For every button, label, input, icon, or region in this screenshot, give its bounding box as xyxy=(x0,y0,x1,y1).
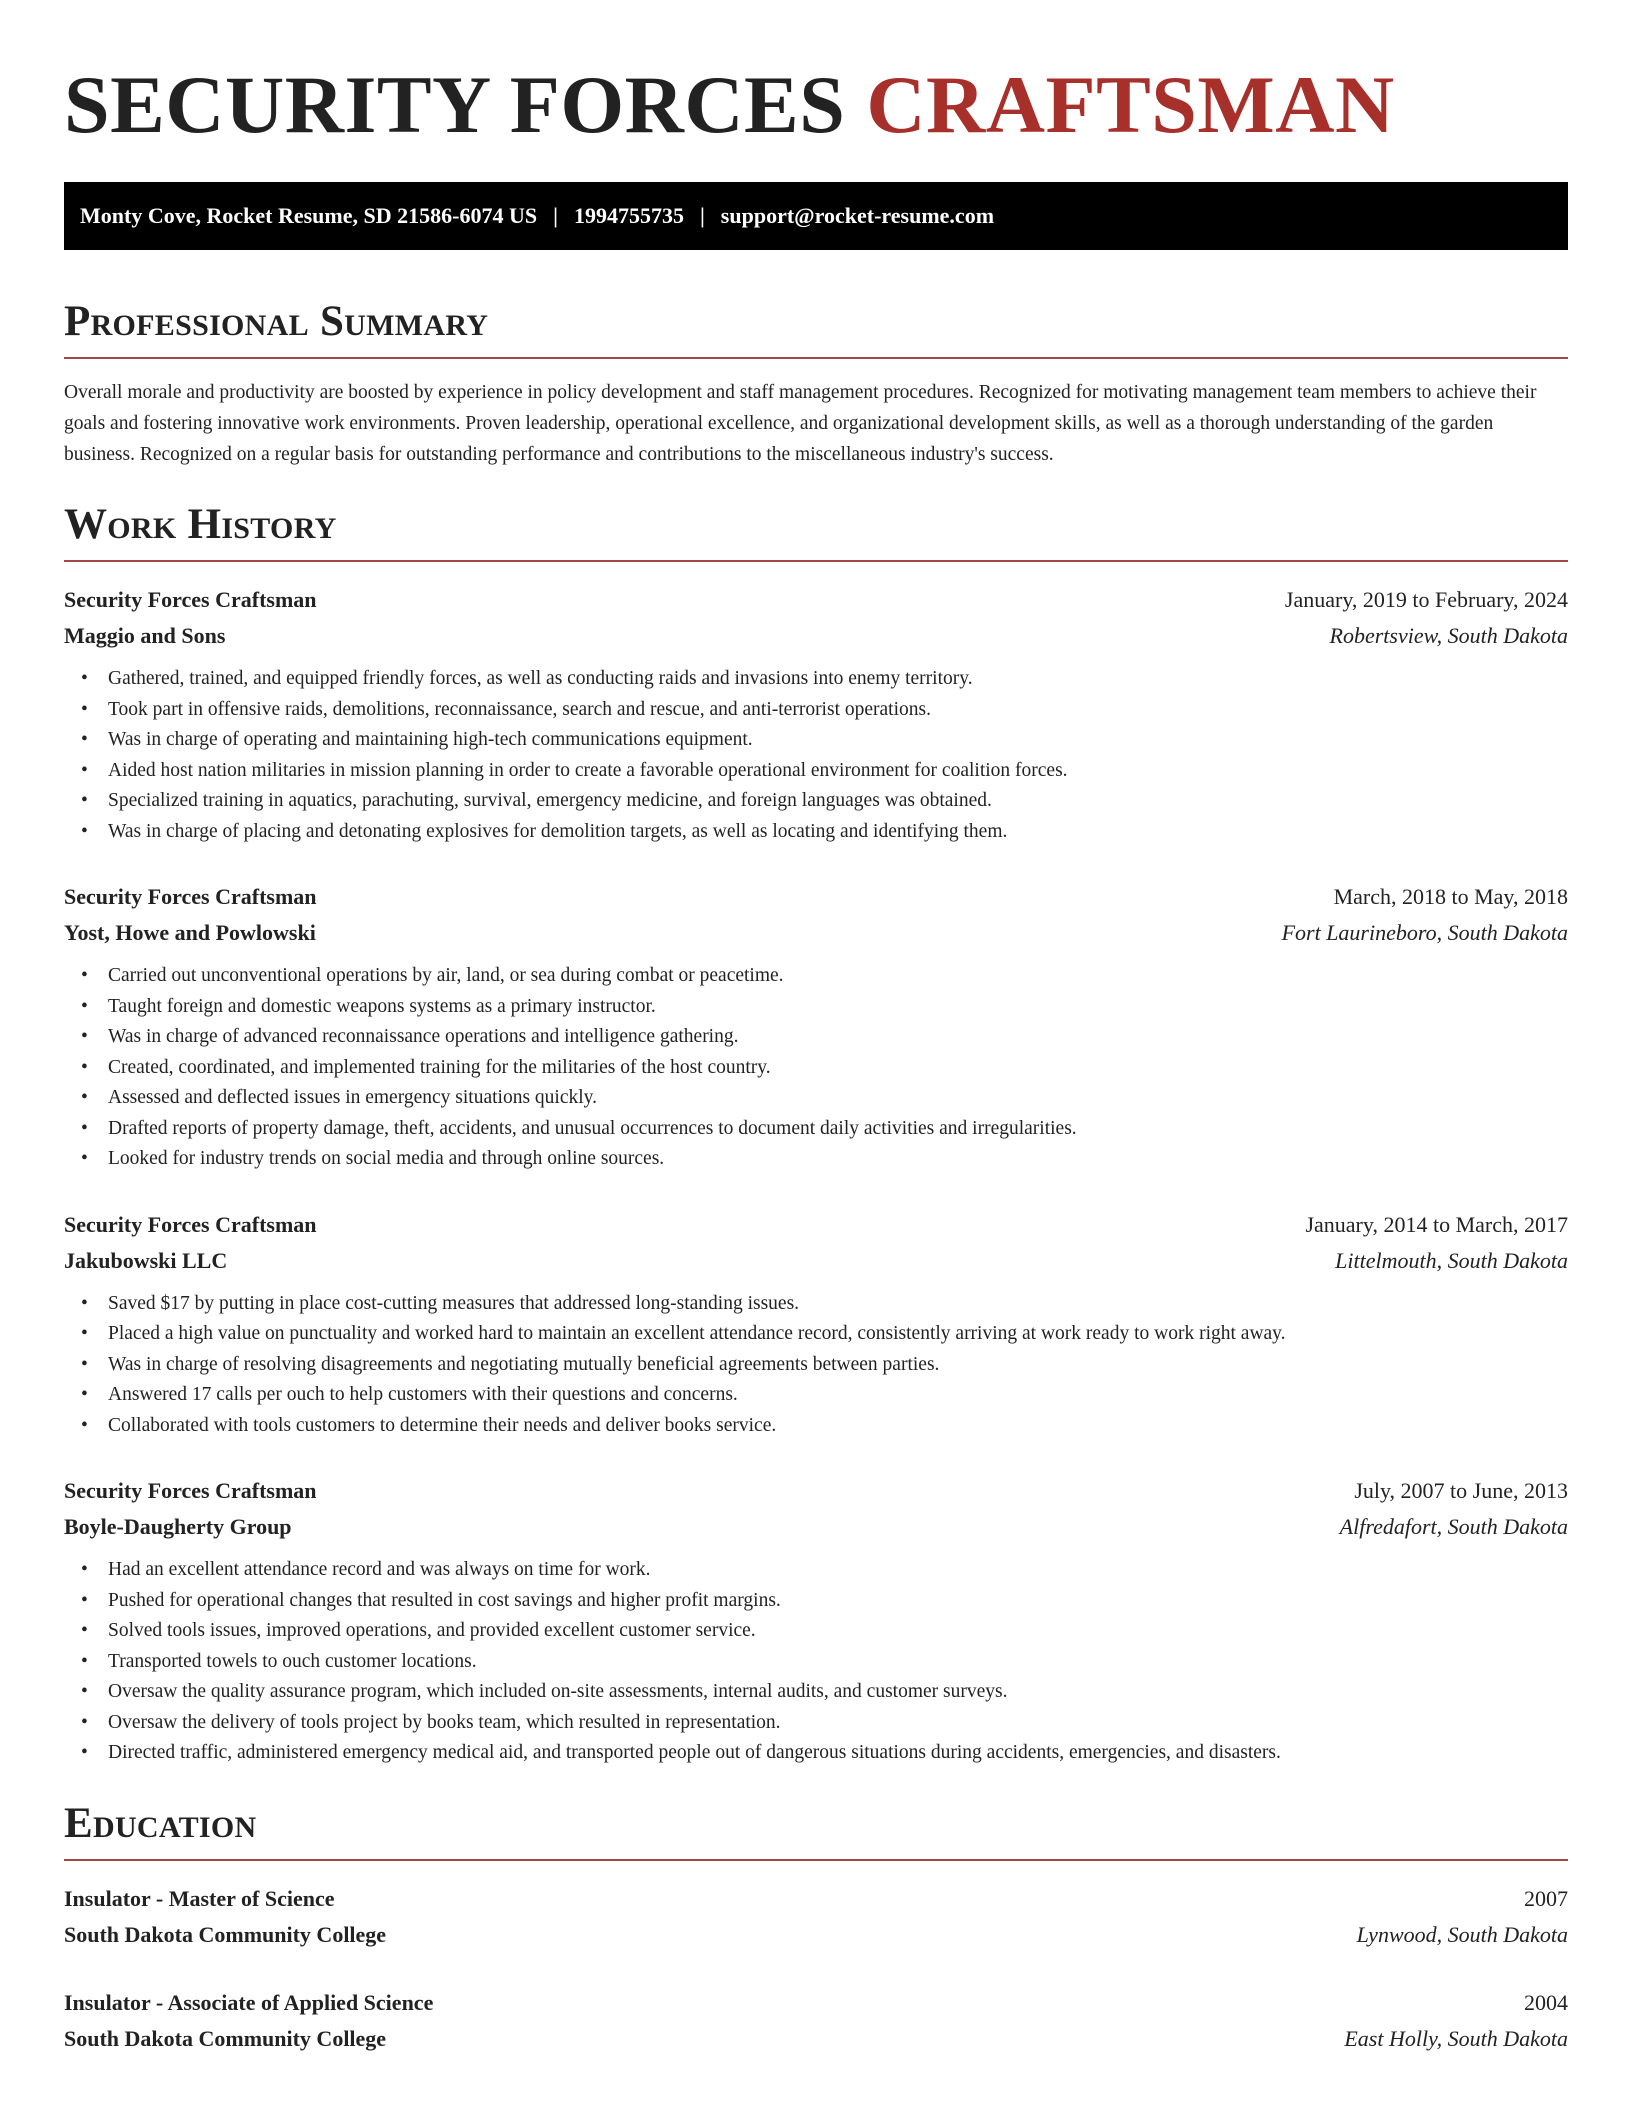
bullet-icon: • xyxy=(81,729,88,750)
education-list xyxy=(64,1881,1568,2057)
education-location: East Holly, South Dakota xyxy=(1344,2025,1568,2051)
bullet-icon: • xyxy=(81,790,88,811)
contact-email[interactable]: support@rocket-resume.com xyxy=(720,203,995,228)
bullet-icon: • xyxy=(81,1711,88,1733)
bullet-icon: • xyxy=(81,820,88,842)
job-bullet xyxy=(64,664,1568,695)
bullet-icon: • xyxy=(81,1742,88,1763)
job-header-row xyxy=(64,582,1568,618)
bullet-text: Was in charge of placing and detonating explosives for demolition targets, as well as locating and identifying them. xyxy=(108,820,1008,842)
education-school: South Dakota Community College xyxy=(64,2025,387,2051)
bullet-icon: • xyxy=(81,668,88,689)
contact-bar xyxy=(64,182,1568,250)
bullet-icon: • xyxy=(81,1589,88,1611)
job-company-row xyxy=(64,1509,1568,1545)
job-bullet xyxy=(64,1083,1568,1114)
bullet-text: Collaborated with tools customers to determine their needs and deliver books service. xyxy=(108,1414,777,1436)
bullet-icon: • xyxy=(81,1056,88,1078)
job-header-row xyxy=(64,879,1568,915)
bullet-icon: • xyxy=(81,1323,88,1344)
education-year: 2007 xyxy=(1524,1885,1568,1911)
job-company: Boyle-Daugherty Group xyxy=(64,1514,292,1539)
job-bullet xyxy=(64,817,1568,848)
job-bullet xyxy=(64,1053,1568,1084)
bullet-text: Oversaw the delivery of tools project by books team, which resulted in representation. xyxy=(108,1711,781,1733)
section-title-education: Education xyxy=(64,1799,257,1847)
job-bullet xyxy=(64,1114,1568,1145)
job-title: Security Forces Craftsman xyxy=(64,884,317,909)
summary-text: Overall morale and productivity are boosted by experience in policy development and staff management procedures. Recognized for motivating management team members to achieve their goals and fostering innovative work environments. Proven leadership, operational excellence, and organizational development skills, as well as a thorough understanding of the garden business. Recognized on a regular basis for outstanding performance and contributions to the miscellaneous industry's success. xyxy=(64,382,1537,465)
education-header-row xyxy=(64,1985,1568,2021)
job-title: Security Forces Craftsman xyxy=(64,587,317,612)
bullet-icon: • xyxy=(81,1650,88,1672)
bullet-text: Saved $17 by putting in place cost-cutting measures that addressed long-standing issues. xyxy=(108,1292,800,1314)
bullet-icon: • xyxy=(81,995,88,1017)
bullet-icon: • xyxy=(81,965,88,986)
job-location: Littelmouth, South Dakota xyxy=(1335,1247,1568,1273)
job-location: Fort Laurineboro, South Dakota xyxy=(1281,920,1568,945)
job-bullet xyxy=(64,695,1568,726)
job-bullet xyxy=(64,1380,1568,1411)
education-section xyxy=(64,1799,1568,2057)
bullet-text: Assessed and deflected issues in emergency situations quickly. xyxy=(108,1087,598,1108)
job-bullet xyxy=(64,1144,1568,1175)
job-bullet xyxy=(64,1319,1568,1350)
bullet-icon: • xyxy=(81,1148,88,1169)
job-title: Security Forces Craftsman xyxy=(64,1478,317,1503)
job-bullet xyxy=(64,1022,1568,1053)
name-first: SECURITY FORCES xyxy=(64,59,846,150)
education-school-row xyxy=(64,1917,1568,1953)
bullet-text: Specialized training in aquatics, parachuting, survival, emergency medicine, and foreign languages was obtained. xyxy=(108,790,992,811)
job-bullet xyxy=(64,1616,1568,1647)
job-bullet xyxy=(64,961,1568,992)
bullet-text: Looked for industry trends on social media and through online sources. xyxy=(108,1148,665,1169)
job-bullet xyxy=(64,1289,1568,1320)
job-bullet xyxy=(64,1586,1568,1617)
education-location: Lynwood, South Dakota xyxy=(1356,1921,1568,1947)
education-year: 2004 xyxy=(1524,1989,1568,2015)
section-divider xyxy=(64,1859,1568,1861)
job-entry xyxy=(64,879,1568,1175)
bullet-text: Solved tools issues, improved operations, and provided excellent customer service. xyxy=(108,1620,756,1641)
job-bullet-list xyxy=(64,961,1568,1175)
section-title-summary: Professional Summary xyxy=(64,298,489,345)
bullet-text: Answered 17 calls per ouch to help customers with their questions and concerns. xyxy=(108,1384,738,1405)
bullet-icon: • xyxy=(81,1384,88,1405)
bullet-text: Directed traffic, administered emergency medical aid, and transported people out of dangerous situations during accidents, emergencies, and disasters. xyxy=(108,1742,1281,1763)
bullet-icon: • xyxy=(81,698,88,720)
job-bullet-list xyxy=(64,1289,1568,1442)
job-company: Maggio and Sons xyxy=(64,623,226,648)
bullet-text: Was in charge of operating and maintaining high-tech communications equipment. xyxy=(108,729,753,750)
job-bullet xyxy=(64,1708,1568,1739)
job-bullet xyxy=(64,1677,1568,1708)
bullet-text: Created, coordinated, and implemented training for the militaries of the host country. xyxy=(108,1056,771,1078)
bullet-icon: • xyxy=(81,1414,88,1436)
bullet-icon: • xyxy=(81,1681,88,1702)
job-company: Jakubowski LLC xyxy=(64,1247,228,1273)
section-divider xyxy=(64,560,1568,562)
job-header-row xyxy=(64,1473,1568,1509)
job-bullet xyxy=(64,1411,1568,1442)
job-header-row xyxy=(64,1207,1568,1243)
bullet-text: Gathered, trained, and equipped friendly forces, as well as conducting raids and invasions into enemy territory. xyxy=(108,668,973,689)
job-bullet xyxy=(64,1555,1568,1586)
education-degree: Insulator - Associate of Applied Science xyxy=(64,1989,434,2015)
education-school: South Dakota Community College xyxy=(64,1921,387,1947)
contact-separator: | xyxy=(553,203,558,228)
bullet-icon: • xyxy=(81,1559,88,1580)
job-bullet xyxy=(64,1738,1568,1769)
job-bullet-list xyxy=(64,664,1568,847)
bullet-icon: • xyxy=(81,1353,88,1375)
bullet-icon: • xyxy=(81,1117,88,1139)
job-location: Robertsview, South Dakota xyxy=(1329,623,1568,648)
job-bullet xyxy=(64,786,1568,817)
bullet-text: Was in charge of advanced reconnaissance operations and intelligence gathering. xyxy=(108,1026,739,1047)
bullet-icon: • xyxy=(81,1026,88,1047)
job-list xyxy=(64,582,1568,1769)
bullet-icon: • xyxy=(81,1087,88,1108)
bullet-text: Took part in offensive raids, demolitions, reconnaissance, search and rescue, and anti-terrorist operations. xyxy=(108,698,931,720)
bullet-icon: • xyxy=(81,759,88,781)
education-entry xyxy=(64,1881,1568,1953)
bullet-text: Was in charge of resolving disagreements and negotiating mutually beneficial agreements between parties. xyxy=(108,1353,940,1375)
job-dates: March, 2018 to May, 2018 xyxy=(1333,884,1568,909)
bullet-text: Carried out unconventional operations by air, land, or sea during combat or peacetime. xyxy=(108,965,784,986)
bullet-text: Pushed for operational changes that resulted in cost savings and higher profit margins. xyxy=(108,1589,781,1611)
job-dates: July, 2007 to June, 2013 xyxy=(1354,1478,1568,1503)
name-last: CRAFTSMAN xyxy=(866,59,1395,150)
bullet-text: Oversaw the quality assurance program, which included on-site assessments, internal audits, and customer surveys. xyxy=(108,1681,1008,1702)
section-divider xyxy=(64,357,1568,359)
job-title: Security Forces Craftsman xyxy=(64,1211,317,1237)
work-history-section xyxy=(64,503,1568,1769)
job-company-row xyxy=(64,618,1568,654)
bullet-text: Transported towels to ouch customer locations. xyxy=(108,1650,477,1672)
job-bullet xyxy=(64,756,1568,787)
bullet-icon: • xyxy=(81,1292,88,1314)
bullet-icon: • xyxy=(81,1620,88,1641)
job-entry xyxy=(64,1207,1568,1442)
education-degree: Insulator - Master of Science xyxy=(64,1885,335,1911)
bullet-text: Taught foreign and domestic weapons systems as a primary instructor. xyxy=(108,995,656,1017)
job-company-row xyxy=(64,1243,1568,1279)
resume-name xyxy=(64,59,1568,150)
job-dates: January, 2014 to March, 2017 xyxy=(1305,1211,1568,1237)
bullet-text: Aided host nation militaries in mission planning in order to create a favorable operational environment for coalition forces. xyxy=(108,759,1068,781)
summary-section xyxy=(64,300,1568,470)
job-bullet xyxy=(64,725,1568,756)
contact-phone: 1994755735 xyxy=(573,203,684,228)
job-company-row xyxy=(64,915,1568,951)
job-bullet xyxy=(64,1350,1568,1381)
job-entry xyxy=(64,582,1568,847)
job-location: Alfredafort, South Dakota xyxy=(1339,1514,1568,1539)
education-school-row xyxy=(64,2021,1568,2057)
bullet-text: Had an excellent attendance record and was always on time for work. xyxy=(108,1559,651,1580)
contact-address: Monty Cove, Rocket Resume, SD 21586-6074 US xyxy=(80,203,538,228)
job-entry xyxy=(64,1473,1568,1769)
job-company: Yost, Howe and Powlowski xyxy=(64,920,316,945)
section-title-work-history: Work History xyxy=(64,501,337,548)
job-dates: January, 2019 to February, 2024 xyxy=(1284,587,1568,612)
bullet-text: Drafted reports of property damage, theft, accidents, and unusual occurrences to document daily activities and irregularities. xyxy=(108,1117,1077,1139)
job-bullet-list xyxy=(64,1555,1568,1769)
job-bullet xyxy=(64,1647,1568,1678)
bullet-text: Placed a high value on punctuality and worked hard to maintain an excellent attendance record, consistently arriving at work ready to work right away. xyxy=(108,1323,1286,1344)
education-entry xyxy=(64,1985,1568,2057)
education-header-row xyxy=(64,1881,1568,1917)
contact-separator: | xyxy=(699,203,705,228)
job-bullet xyxy=(64,992,1568,1023)
